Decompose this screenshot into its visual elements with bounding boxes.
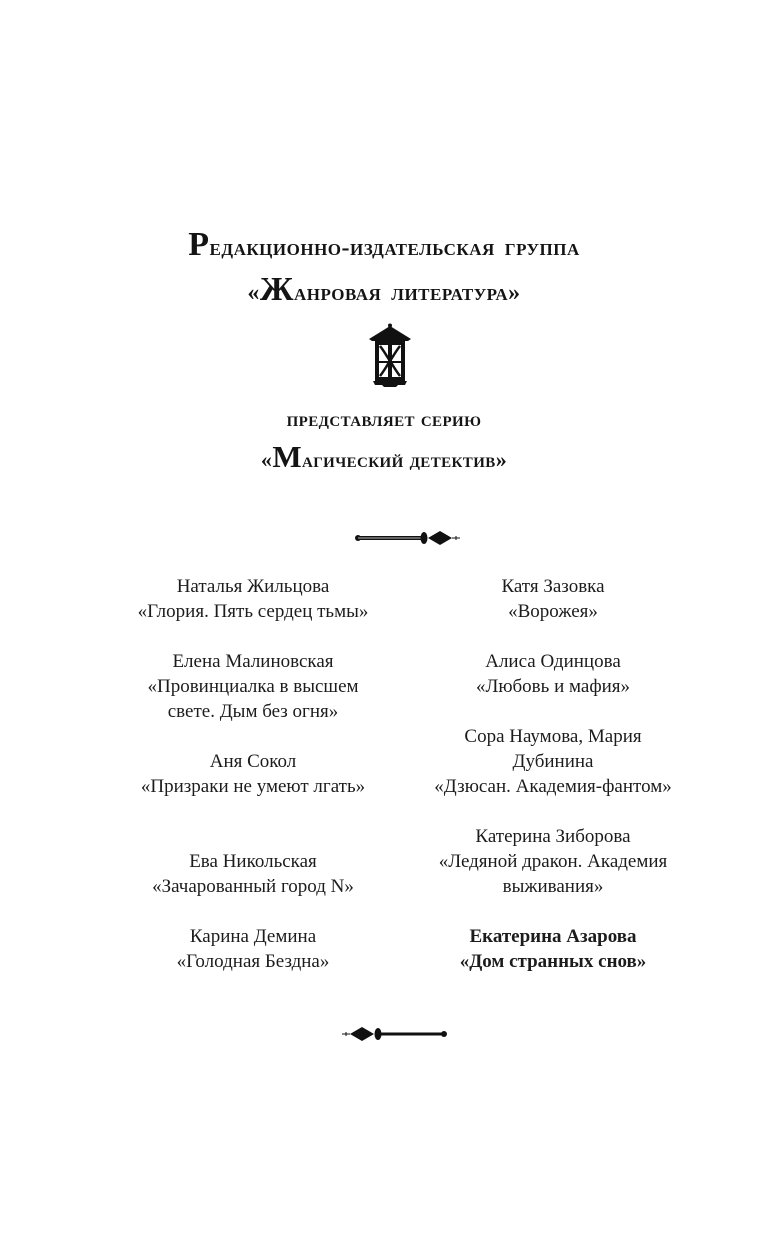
book-left-2-title-line-2: свете. Дым без огня» [167,701,339,722]
book-right-2-title: «Любовь и мафия» [475,676,631,697]
book-left-4-author: Ева Никольская [189,851,317,872]
book-left-1-title: «Глория. Пять сердец тьмы» [137,601,369,622]
flourish-divider-top-icon [352,530,462,546]
book-left-2-author: Елена Малиновская [172,651,334,672]
book-left-1-author: Наталья Жильцова [176,576,330,597]
book-right-1-title: «Ворожея» [508,601,598,622]
book-left-3-title: «Призраки не умеют лгать» [140,776,366,797]
book-right-2-author: Алиса Одинцова [485,651,621,672]
series-presents-label: представляет серию [286,406,482,431]
book-left-5-title: «Голодная Бездна» [176,951,330,972]
book-left-4-title: «Зачарованный город N» [152,876,354,897]
book-left-5-author: Карина Демина [189,926,317,947]
book-left-2-title-line-1: «Провинциалка в высшем [147,676,359,697]
book-right-3-author-line-1: Сора Наумова, Мария [464,726,642,747]
publisher-name-line-1: Редакционно-издательская группа [188,226,580,263]
book-right-5-title-highlighted: «Дом странных снов» [459,951,647,972]
flourish-divider-bottom-icon [340,1026,450,1042]
publisher-initial: Р [188,226,210,263]
publisher-name-line-2: «Жанровая литература» [247,271,521,308]
book-right-4-title-line-2: выживания» [502,876,604,897]
lantern-emblem-icon [368,323,412,387]
book-left-3-author: Аня Сокол [209,751,297,772]
book-right-4-title-line-1: «Ледяной дракон. Академия [438,851,668,872]
series-title: «Магический детектив» [260,439,508,474]
book-right-3-author-line-2: Дубинина [512,751,594,772]
book-right-4-author: Катерина Зиборова [475,826,631,847]
book-right-1-author: Катя Зазовка [501,576,605,597]
book-right-3-title: «Дзюсан. Академия-фантом» [434,776,672,797]
book-right-5-author-highlighted: Екатерина Азарова [469,926,637,947]
